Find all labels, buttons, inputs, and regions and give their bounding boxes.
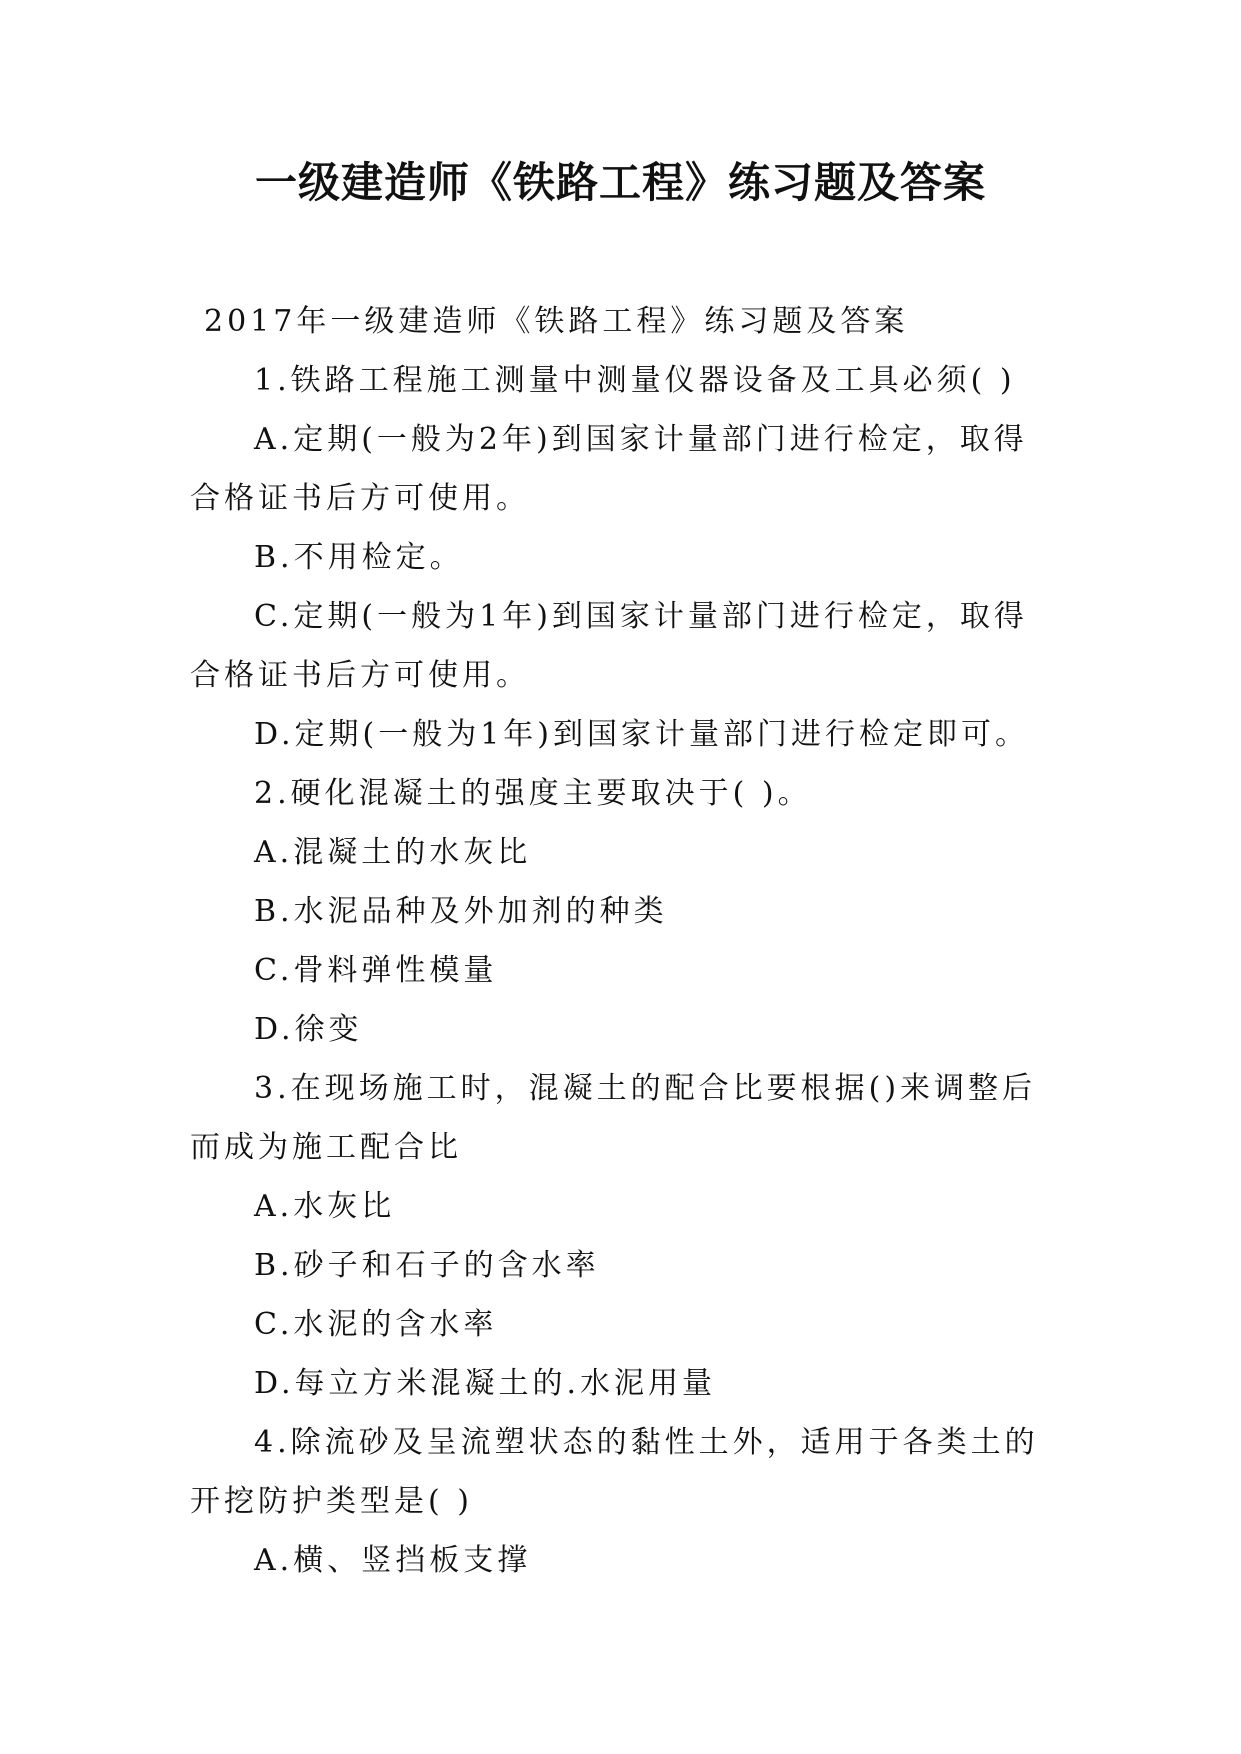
question-3-option-d: D.每立方米混凝土的.水泥用量 — [254, 1366, 717, 1401]
question-3: 3.在现场施工时，混凝土的配合比要根据()来调整后而成为施工配合比 — [190, 1071, 1037, 1165]
question-1: 1.铁路工程施工测量中测量仪器设备及工具必须( ) — [254, 363, 1016, 398]
document-body — [190, 292, 1060, 1590]
question-3-option-a: A.水灰比 — [254, 1189, 396, 1224]
question-2-option-c: C.骨料弹性模量 — [254, 953, 498, 988]
question-1-option-c: C.定期(一般为1年)到国家计量部门进行检定，取得合格证书后方可使用。 — [190, 599, 1028, 693]
document-title: 一级建造师《铁路工程》练习题及答案 — [254, 158, 986, 207]
question-4-option-a: A.横、竖挡板支撑 — [254, 1543, 532, 1578]
question-3-option-c: C.水泥的含水率 — [254, 1307, 498, 1342]
question-3-option-b: B.砂子和石子的含水率 — [254, 1248, 600, 1283]
question-2-option-d: D.徐变 — [254, 1012, 363, 1047]
question-4: 4.除流砂及呈流塑状态的黏性土外，适用于各类土的开挖防护类型是( ) — [190, 1425, 1039, 1519]
document-subtitle: 2017年一级建造师《铁路工程》练习题及答案 — [204, 304, 909, 339]
question-2-option-b: B.水泥品种及外加剂的种类 — [254, 894, 668, 929]
question-1-option-b: B.不用检定。 — [254, 540, 464, 575]
question-2: 2.硬化混凝土的强度主要取决于( )。 — [254, 776, 812, 811]
question-1-option-a: A.定期(一般为2年)到国家计量部门进行检定，取得合格证书后方可使用。 — [190, 422, 1028, 516]
question-1-option-d: D.定期(一般为1年)到国家计量部门进行检定即可。 — [254, 717, 1030, 752]
question-2-option-a: A.混凝土的水灰比 — [254, 835, 532, 870]
